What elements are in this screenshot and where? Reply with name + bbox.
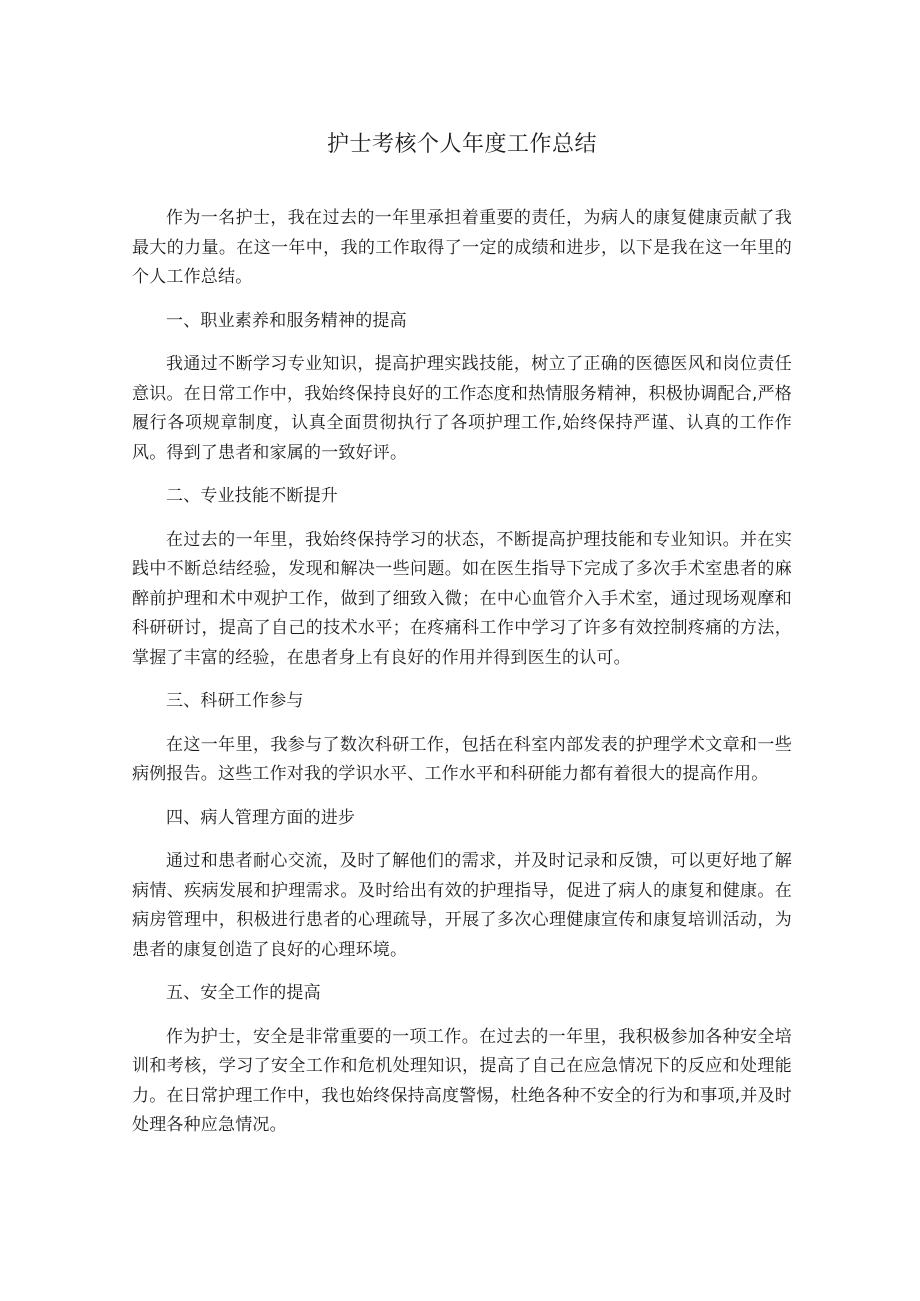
section-heading: 四、病人管理方面的进步 <box>166 807 356 828</box>
section-paragraph: 在这一年里，我参与了数次科研工作，包括在科室内部发表的护理学术文章和一些病例报告。这些工作对我的学识水平、工作水平和科研能力都有着很大的提高作用。 <box>132 734 792 784</box>
section-heading: 五、安全工作的提高 <box>166 983 321 1003</box>
section-heading: 一、职业素养和服务精神的提高 <box>166 310 407 331</box>
section-1 <box>132 307 792 469</box>
section-4 <box>132 804 792 966</box>
section-heading: 三、科研工作参与 <box>166 691 304 711</box>
section-paragraph: 在过去的一年里，我始终保持学习的状态，不断提高护理技能和专业知识。并在实践中不断总结经验，发现和解决一些问题。如在医生指导下完成了多次手术室患者的麻醉前护理和术中观护工作，做到了细致入微；在中心血管介入手术室，通过现场观摩和科研研讨，提高了自己的技术水平；在疼痛科工作中学习了许多有效控制疼痛的方法，掌握了丰富的经验，在患者身上有良好的作用并得到医生的认可。 <box>132 529 792 668</box>
document-body <box>132 204 792 1141</box>
section-heading: 二、专业技能不断提升 <box>166 486 338 506</box>
section-5 <box>132 979 792 1141</box>
section-paragraph: 我通过不断学习专业知识，提高护理实践技能，树立了正确的医德医风和岗位责任意识。在日常工作中，我始终保持良好的工作态度和热情服务精神，积极协调配合,严格履行各项规章制度，认真全面贯彻执行了各项护理工作,始终保持严谨、认真的工作作风。得到了患者和家属的一致好评。 <box>132 354 792 463</box>
section-3 <box>132 687 792 790</box>
intro-paragraph: 作为一名护士，我在过去的一年里承担着重要的责任，为病人的康复健康贡献了我最大的力量。在这一年中，我的工作取得了一定的成绩和进步，以下是我在这一年里的个人工作总结。 <box>132 208 792 287</box>
document-title: 护士考核个人年度工作总结 <box>326 132 597 157</box>
section-paragraph: 通过和患者耐心交流，及时了解他们的需求，并及时记录和反馈，可以更好地了解病情、疾病发展和护理需求。及时给出有效的护理指导，促进了病人的康复和健康。在病房管理中，积极进行患者的心理疏导，开展了多次心理健康宣传和康复培训活动，为患者的康复创造了良好的心理环境。 <box>132 851 792 960</box>
section-2 <box>132 482 792 673</box>
section-paragraph: 作为护士，安全是非常重要的一项工作。在过去的一年里，我积极参加各种安全培训和考核，学习了安全工作和危机处理知识，提高了自己在应急情况下的反应和处理能力。在日常护理工作中，我也始终保持高度警惕，杜绝各种不安全的行为和事项,并及时处理各种应急情况。 <box>132 1026 792 1135</box>
